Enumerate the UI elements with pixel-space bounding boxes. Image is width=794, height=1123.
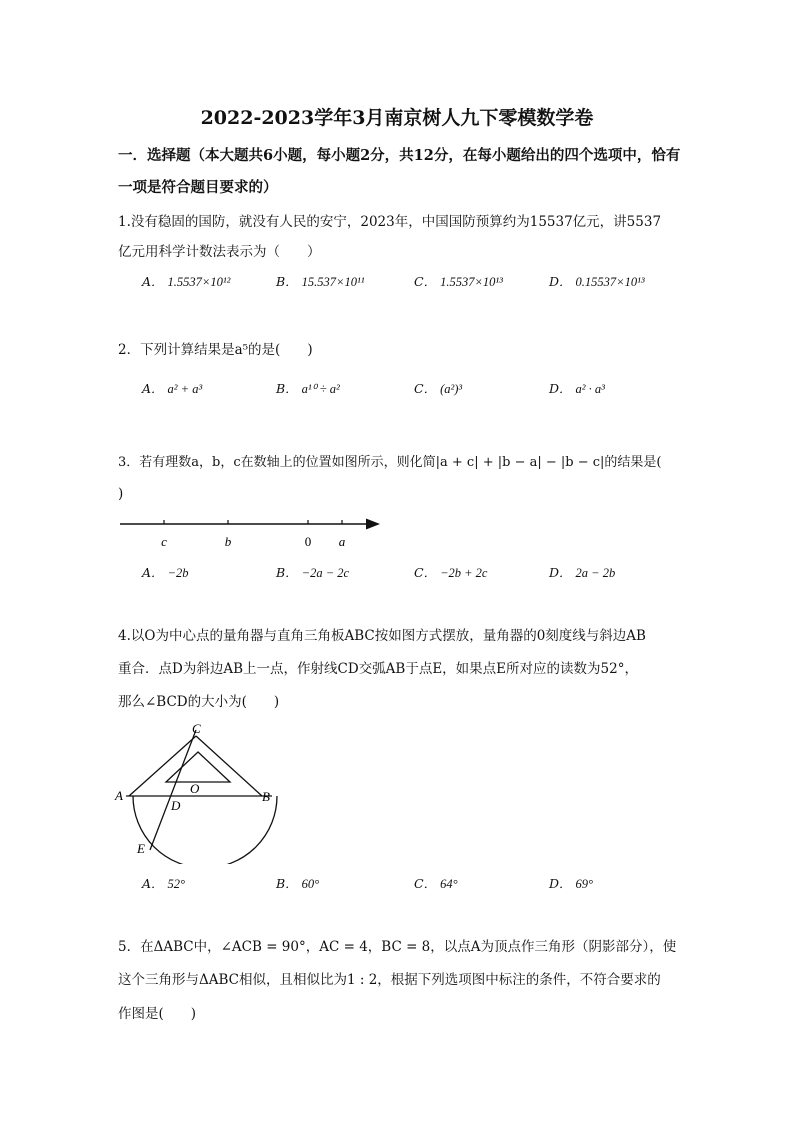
q2-option-d[interactable]: D． a² · a³: [549, 381, 605, 396]
segment-ac: [129, 736, 196, 796]
q1-option-a[interactable]: A． 1.5537×10¹²: [142, 274, 231, 289]
q2-option-a[interactable]: A． a² + a³: [142, 381, 203, 396]
label-b: B: [262, 789, 270, 804]
q2-option-b[interactable]: B． a¹⁰ ÷ a²: [276, 381, 340, 396]
q4-option-c[interactable]: C． 64°: [414, 876, 458, 891]
q1-option-b[interactable]: B． 15.537×10¹¹: [276, 274, 365, 289]
axis-label-c: c: [161, 534, 167, 549]
q2-option-c[interactable]: C． (a²)³: [414, 381, 463, 396]
q4-option-d[interactable]: D． 69°: [549, 876, 594, 891]
label-e: E: [137, 841, 145, 856]
label-a: A: [115, 788, 123, 803]
q5-stem-line2: 这个三角形与ΔABC相似，且相似比为1 : 2，根据下列选项图中标注的条件，不符合要求的: [118, 972, 661, 988]
inner-triangle: [166, 752, 230, 782]
label-d: D: [171, 798, 181, 813]
q1-stem-line2: 亿元用科学计数法表示为（ ）: [118, 244, 321, 260]
page-title: 2022-2023学年3月南京树人九下零模数学卷: [200, 107, 594, 129]
q4-option-b[interactable]: B． 60°: [276, 876, 320, 891]
q1-option-c[interactable]: C． 1.5537×10¹³: [414, 274, 503, 289]
q5-stem-line3: 作图是( ): [118, 1006, 197, 1022]
number-line-arrow: [366, 519, 380, 530]
q3-option-a[interactable]: A． −2b: [142, 565, 189, 580]
axis-label-b: b: [224, 534, 232, 549]
q2-stem: 2．下列计算结果是a⁵的是( ): [118, 342, 313, 358]
q1-option-d[interactable]: D． 0.15537×10¹³: [549, 274, 645, 289]
section-heading-line1: 一．选择题（本大题共6小题，每小题2分，共12分，在每小题给出的四个选项中，恰有: [118, 147, 681, 164]
number-line-figure: [116, 512, 386, 552]
protractor-arc: [133, 796, 277, 864]
q3-option-c[interactable]: C． −2b + 2c: [414, 565, 488, 580]
q3-option-b[interactable]: B． −2a − 2c: [276, 565, 350, 580]
q5-stem-line1: 5．在ΔABC中，∠ACB = 90°，AC = 4，BC = 8，以点A为顶点作三角形（阴影部分），使: [118, 939, 677, 955]
q4-stem-line2: 重合．点D为斜边AB上一点，作射线CD交弧AB于点E，如果点E所对应的读数为52°，: [118, 661, 638, 677]
label-o: O: [190, 781, 200, 796]
protractor-triangle-figure: [112, 718, 282, 864]
q3-option-d[interactable]: D． 2a − 2b: [549, 565, 616, 580]
q4-stem-line3: 那么∠BCD的大小为( ): [118, 694, 280, 710]
axis-label-zero: 0: [304, 534, 312, 549]
q4-stem-line1: 4.以O为中心点的量角器与直角三角板ABC按如图方式摆放，量角器的0刻度线与斜边AB: [118, 628, 646, 644]
q3-stem-line2: ): [118, 486, 124, 502]
q4-option-a[interactable]: A． 52°: [142, 876, 186, 891]
q3-stem-line1: 3．若有理数a，b，c在数轴上的位置如图所示，则化简|a + c| + |b − a| − |b − c|的结果是(: [118, 455, 662, 470]
section-heading-line2: 一项是符合题目要求的）: [118, 179, 278, 196]
label-c: C: [192, 721, 201, 736]
q1-stem-line1: 1.没有稳固的国防，就没有人民的安宁，2023年，中国国防预算约为15537亿元，讲5537: [118, 214, 662, 230]
segment-cb: [196, 736, 262, 796]
axis-label-a: a: [338, 534, 346, 549]
